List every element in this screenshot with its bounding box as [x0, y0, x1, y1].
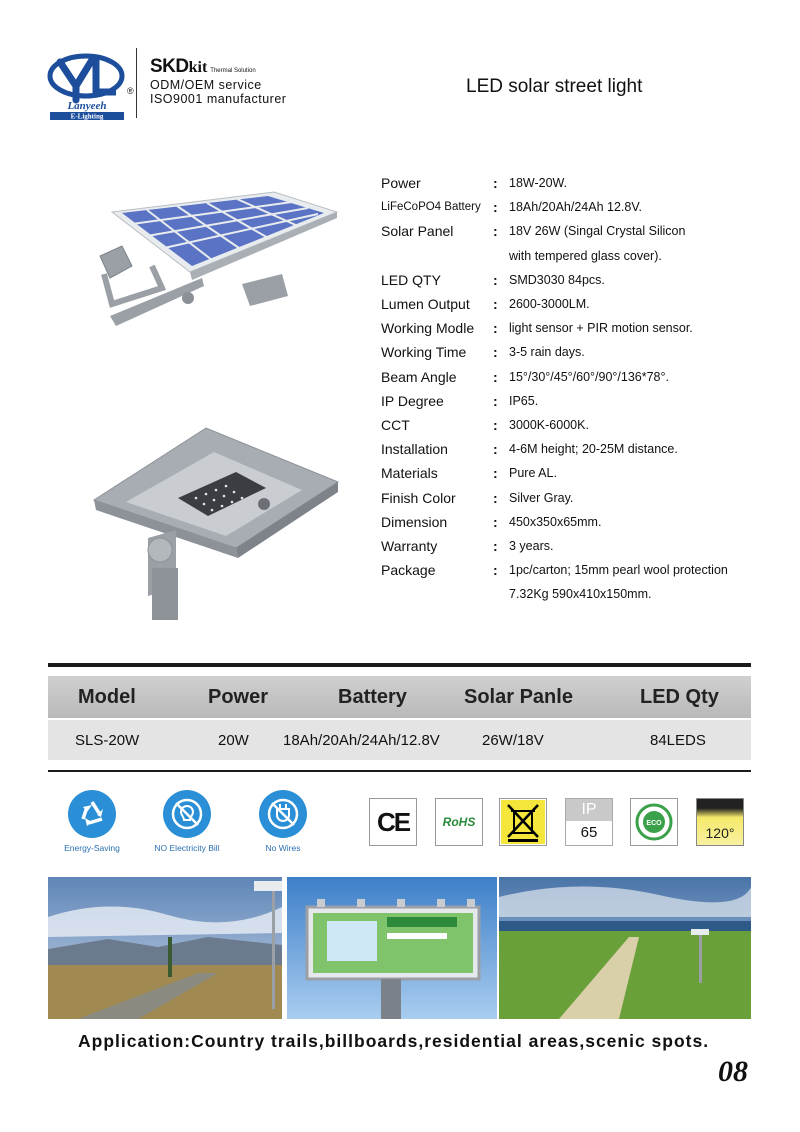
spec-row	[381, 171, 781, 195]
page-title: LED solar street light	[466, 76, 643, 97]
table-cell-model: SLS-20W	[75, 731, 140, 749]
spec-key: Power	[381, 175, 421, 192]
spec-key: Solar Panel	[381, 223, 454, 240]
spec-key: CCT	[381, 416, 410, 433]
spec-colon: :	[493, 537, 498, 554]
ip-value: 65	[580, 824, 598, 841]
table-header-led: LED Qty	[640, 685, 719, 708]
spec-value: SMD3030 84pcs.	[509, 272, 605, 287]
spec-value: Pure AL.	[509, 466, 557, 481]
table-cell-battery: 18Ah/20Ah/24Ah/12.8V	[283, 731, 440, 749]
spec-key: LiFeCoPO4 Battery	[381, 201, 481, 214]
spec-key: Beam Angle	[381, 368, 457, 385]
no-bulb-icon	[163, 790, 211, 838]
rohs-text: RoHS	[442, 815, 476, 829]
spec-colon: :	[493, 344, 498, 361]
no-plug-icon	[259, 790, 307, 838]
table-cell-solar: 26W/18V	[482, 731, 544, 749]
spec-row	[381, 340, 781, 364]
ce-text: CE	[376, 806, 410, 837]
table-header-power: Power	[208, 685, 269, 708]
spec-value: 450x350x65mm.	[509, 514, 602, 529]
feature-label: NO Electricity Bill	[154, 843, 220, 853]
brand-block	[150, 56, 286, 106]
spec-colon: :	[493, 223, 498, 240]
spec-colon: :	[493, 416, 498, 433]
spec-key: Lumen Output	[381, 296, 470, 313]
spec-table-header	[48, 676, 751, 718]
spec-colon: :	[493, 175, 498, 192]
registered-mark: ®	[127, 86, 134, 96]
spec-row	[381, 244, 781, 268]
logo-text: Lanyeeh	[67, 100, 107, 112]
spec-row	[381, 389, 781, 413]
spec-key: IP Degree	[381, 392, 444, 409]
photo-country-trail	[48, 877, 282, 1019]
spec-row	[381, 316, 781, 340]
spec-colon: :	[493, 489, 498, 506]
table-top-rule	[48, 663, 751, 667]
spec-colon: :	[493, 513, 498, 530]
spec-colon: :	[493, 199, 498, 216]
spec-key: Working Modle	[381, 320, 475, 337]
spec-row	[381, 437, 781, 461]
spec-colon: :	[493, 465, 498, 482]
brand-odm: ODM/OEM service	[150, 78, 262, 92]
spec-list	[381, 171, 781, 606]
photo-scenic-road	[499, 877, 751, 1019]
ip-label: IP	[566, 799, 612, 821]
spec-key: Finish Color	[381, 489, 456, 506]
spec-colon: :	[493, 392, 498, 409]
spec-key: Materials	[381, 465, 438, 482]
table-header-solar: Solar Panle	[464, 685, 573, 708]
spec-row	[381, 534, 781, 558]
spec-value: 15°/30°/45°/60°/90°/136*78°.	[509, 369, 669, 384]
feature-energy-saving	[58, 790, 126, 853]
spec-value: 18V 26W (Singal Crystal Silicon	[509, 224, 686, 239]
brand-thermal: Thermal Solution	[210, 68, 256, 74]
table-header-battery: Battery	[338, 685, 407, 708]
feature-no-bill	[150, 790, 224, 853]
application-caption: Application:Country trails,billboards,residential areas,scenic spots.	[78, 1031, 710, 1051]
spec-value: light sensor + PIR motion sensor.	[509, 321, 693, 336]
brand-iso: ISO9001 manufacturer	[150, 92, 287, 106]
spec-key: Warranty	[381, 537, 438, 554]
spec-row	[381, 292, 781, 316]
brand-skd: SKD	[150, 56, 189, 77]
lanyeeh-logo	[46, 48, 128, 120]
spec-row	[381, 558, 781, 582]
spec-row	[381, 510, 781, 534]
spec-value: 1pc/carton; 15mm pearl wool protection	[509, 563, 728, 578]
spec-row	[381, 365, 781, 389]
brand-kit: kit	[188, 59, 208, 76]
spec-value: 18Ah/20Ah/24Ah 12.8V.	[509, 200, 642, 215]
ip65-icon	[565, 798, 613, 846]
rohs-icon	[435, 798, 483, 846]
spec-value: 18W-20W.	[509, 176, 568, 191]
spec-value: with tempered glass cover).	[509, 248, 662, 263]
spec-key: LED QTY	[381, 271, 441, 288]
spec-value: 3-5 rain days.	[509, 345, 585, 360]
product-image-lamp	[86, 420, 346, 630]
spec-colon: :	[493, 368, 498, 385]
table-header-model: Model	[78, 685, 136, 708]
spec-row	[381, 219, 781, 243]
feature-label: Energy-Saving	[64, 843, 120, 853]
feature-label: No Wires	[265, 843, 301, 853]
product-image-panel	[92, 186, 342, 336]
spec-row	[381, 461, 781, 485]
spec-table-row	[48, 720, 751, 760]
spec-colon: :	[493, 562, 498, 579]
recycle-icon	[68, 790, 116, 838]
spec-key: Working Time	[381, 344, 467, 361]
spec-key: Installation	[381, 441, 448, 458]
spec-value: 7.32Kg 590x410x150mm.	[509, 587, 652, 602]
table-bottom-rule	[48, 770, 751, 772]
spec-value: IP65.	[509, 393, 539, 408]
eco-icon	[630, 798, 678, 846]
spec-value: Silver Gray.	[509, 490, 574, 505]
spec-key: Package	[381, 562, 436, 579]
spec-row	[381, 582, 781, 606]
spec-row	[381, 413, 781, 437]
table-cell-led: 84LEDS	[650, 731, 706, 749]
spec-value: 2600-3000LM.	[509, 297, 590, 312]
spec-row	[381, 268, 781, 292]
spec-value: 4-6M height; 20-25M distance.	[509, 442, 678, 457]
photo-billboard	[287, 877, 497, 1019]
header-divider	[136, 48, 137, 118]
spec-row	[381, 195, 781, 219]
spec-colon: :	[493, 320, 498, 337]
spec-row	[381, 485, 781, 509]
spec-colon: :	[493, 296, 498, 313]
page-number: 08	[718, 1055, 748, 1088]
spec-key: Dimension	[381, 513, 448, 530]
ce-mark-icon	[369, 798, 417, 846]
weee-bin-icon	[499, 798, 547, 846]
feature-no-wires	[252, 790, 314, 853]
spec-value: 3000K-6000K.	[509, 417, 589, 432]
beam-angle-icon	[696, 798, 744, 846]
eco-text: ECO	[646, 820, 662, 827]
logo-subtext: E-Lighting	[70, 112, 104, 120]
spec-colon: :	[493, 271, 498, 288]
spec-colon: :	[493, 441, 498, 458]
beam-angle-text: 120°	[705, 825, 735, 841]
spec-value: 3 years.	[509, 538, 554, 553]
table-cell-power: 20W	[218, 731, 249, 749]
